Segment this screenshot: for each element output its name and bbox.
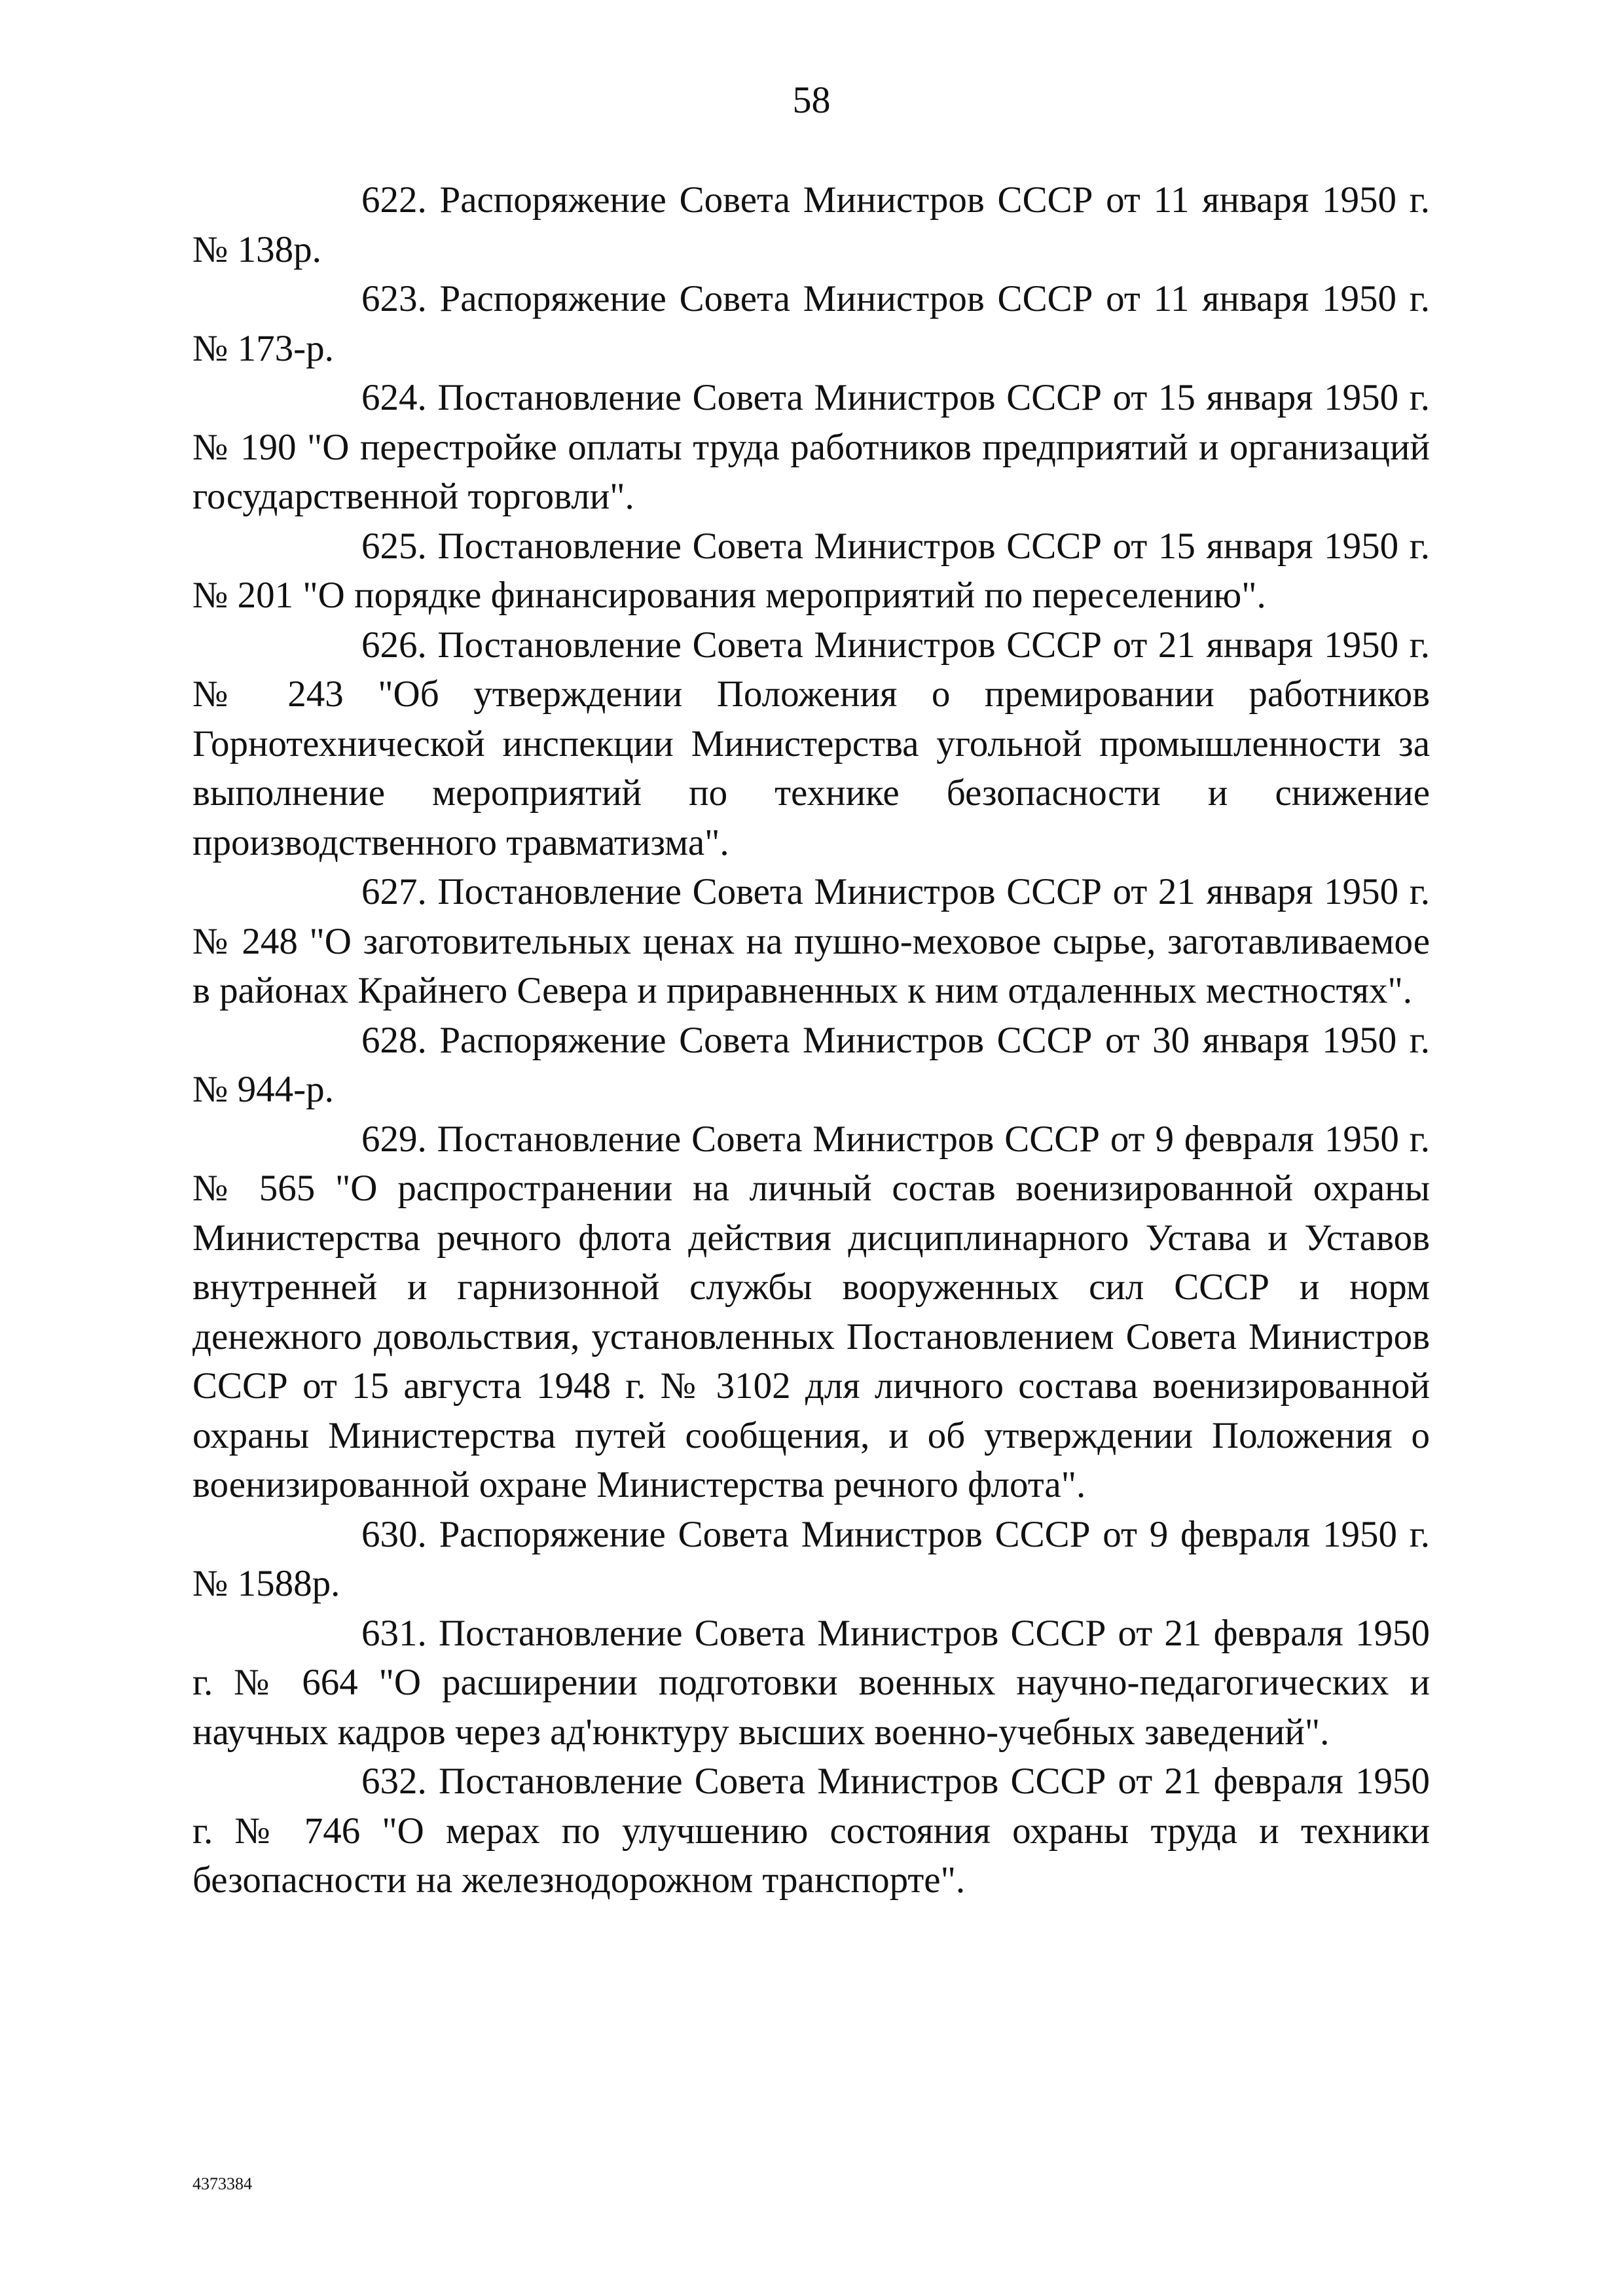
document-body <box>192 175 1430 1905</box>
entry-626: 626. Постановление Совета Министров СССР от 21 января 1950 г. № 243 "Об утверждении Положения о премировании работников Горнотехнической инспекции Министерства угольной промышленности за выполнение мероприятий по технике безопасности и снижение производственного травматизма". <box>192 624 1430 863</box>
entry-629: 629. Постановление Совета Министров СССР от 9 февраля 1950 г. № 565 "О распространении на личный состав военизированной охраны Министерства речного флота действия дисциплинарного Устава и Уставов внутренней и гарнизонной службы вооруженных сил СССР и норм денежного довольствия, установленных Постановлением Совета Министров СССР от 15 августа 1948 г. № 3102 для личного состава военизированной охраны Министерства путей сообщения, и об утверждении Положения о военизированной охране Министерства речного флота". <box>192 1118 1430 1505</box>
entry-632: 632. Постановление Совета Министров СССР от 21 февраля 1950 г. № 746 "О мерах по улучшению состояния охраны труда и техники безопасности на железнодорожном транспорте". <box>192 1761 1430 1901</box>
entry-623: 623. Распоряжение Совета Министров СССР от 11 января 1950 г. № 173-р. <box>192 278 1430 369</box>
page-number: 58 <box>792 79 831 121</box>
document-code: 4373384 <box>192 2174 252 2193</box>
entry-628: 628. Распоряжение Совета Министров СССР от 30 января 1950 г. № 944-р. <box>192 1019 1430 1110</box>
entry-625: 625. Постановление Совета Министров СССР от 15 января 1950 г. № 201 "О порядке финансирования мероприятий по переселению". <box>192 525 1430 616</box>
entry-622: 622. Распоряжение Совета Министров СССР от 11 января 1950 г. № 138р. <box>192 179 1430 270</box>
entry-624: 624. Постановление Совета Министров СССР от 15 января 1950 г. № 190 "О перестройке оплаты труда работников предприятий и организаций государственной торговли". <box>192 377 1430 517</box>
entry-631: 631. Постановление Совета Министров СССР от 21 февраля 1950 г. № 664 "О расширении подготовки военных научно-педагогических и научных кадров через ад'юнктуру высших военно-учебных заведений". <box>192 1612 1430 1753</box>
entry-630: 630. Распоряжение Совета Министров СССР от 9 февраля 1950 г. № 1588р. <box>192 1513 1430 1604</box>
entry-627: 627. Постановление Совета Министров СССР от 21 января 1950 г. № 248 "О заготовительных ценах на пушно-меховое сырье, заготавливаемое в районах Крайнего Севера и приравненных к ним отдаленных местностях". <box>192 871 1430 1011</box>
